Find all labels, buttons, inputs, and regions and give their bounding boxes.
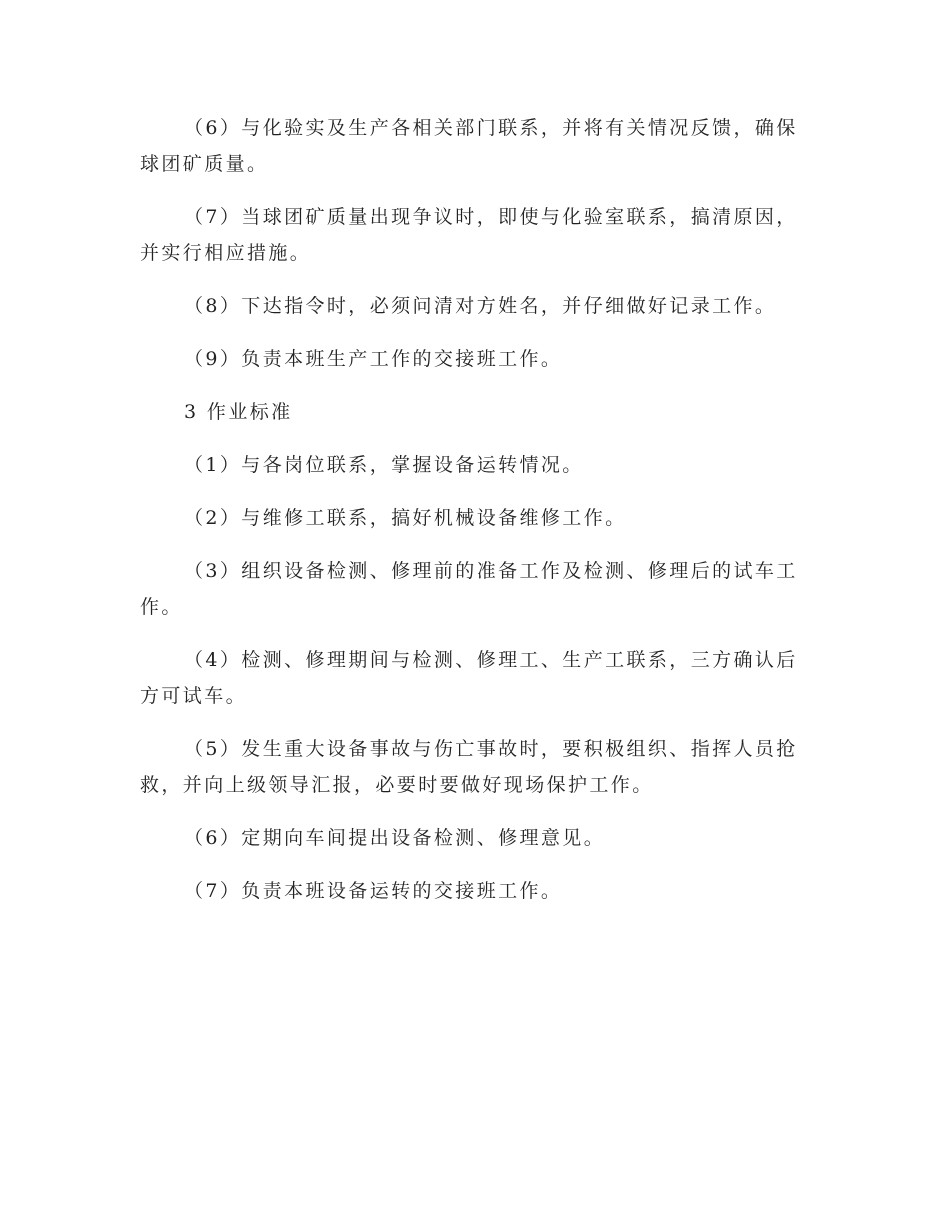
text-line: （5）发生重大设备事故与伤亡事故时，要积极组织、指挥人员抢 bbox=[184, 738, 798, 760]
text-line: 球团矿质量。 bbox=[140, 153, 269, 175]
paragraph-item-6-repair-suggestions bbox=[140, 820, 804, 856]
text-line: （2）与维修工联系，搞好机械设备维修工作。 bbox=[184, 507, 627, 529]
text-line: （9）负责本班生产工作的交接班工作。 bbox=[184, 348, 563, 370]
section-heading-text: 3 作业标准 bbox=[184, 401, 293, 423]
paragraph-item-5-accident-response bbox=[140, 731, 804, 803]
paragraph-item-2-maintenance bbox=[140, 500, 804, 536]
paragraph-item-6-quality-feedback bbox=[140, 110, 804, 182]
paragraph-item-3-inspection-prep bbox=[140, 553, 804, 625]
text-line: （7）当球团矿质量出现争议时，即使与化验室联系，搞清原因， bbox=[184, 206, 798, 228]
text-line: （6）与化验实及生产各相关部门联系，并将有关情况反馈，确保 bbox=[184, 117, 798, 139]
paragraph-item-8-instructions bbox=[140, 288, 804, 324]
text-line: （6）定期向车间提出设备检测、修理意见。 bbox=[184, 827, 606, 849]
text-line: （3）组织设备检测、修理前的准备工作及检测、修理后的试车工 bbox=[184, 560, 798, 582]
text-line: （8）下达指令时，必须问清对方姓名，并仔细做好记录工作。 bbox=[184, 295, 777, 317]
section-heading-operation-standards bbox=[140, 394, 804, 430]
paragraph-item-9-shift-handover bbox=[140, 341, 804, 377]
paragraph-item-4-test-run bbox=[140, 642, 804, 714]
paragraph-item-7-quality-dispute bbox=[140, 199, 804, 271]
text-line: 救，并向上级领导汇报，必要时要做好现场保护工作。 bbox=[140, 774, 654, 796]
text-line: 作。 bbox=[140, 596, 183, 618]
paragraph-item-7-equipment-handover bbox=[140, 873, 804, 909]
text-line: 方可试车。 bbox=[140, 685, 248, 707]
text-line: 并实行相应措施。 bbox=[140, 242, 312, 264]
document-body bbox=[140, 110, 804, 926]
text-line: （1）与各岗位联系，掌握设备运转情况。 bbox=[184, 454, 584, 476]
text-line: （4）检测、修理期间与检测、修理工、生产工联系，三方确认后 bbox=[184, 649, 798, 671]
text-line: （7）负责本班设备运转的交接班工作。 bbox=[184, 880, 563, 902]
paragraph-item-1-equipment-status bbox=[140, 447, 804, 483]
